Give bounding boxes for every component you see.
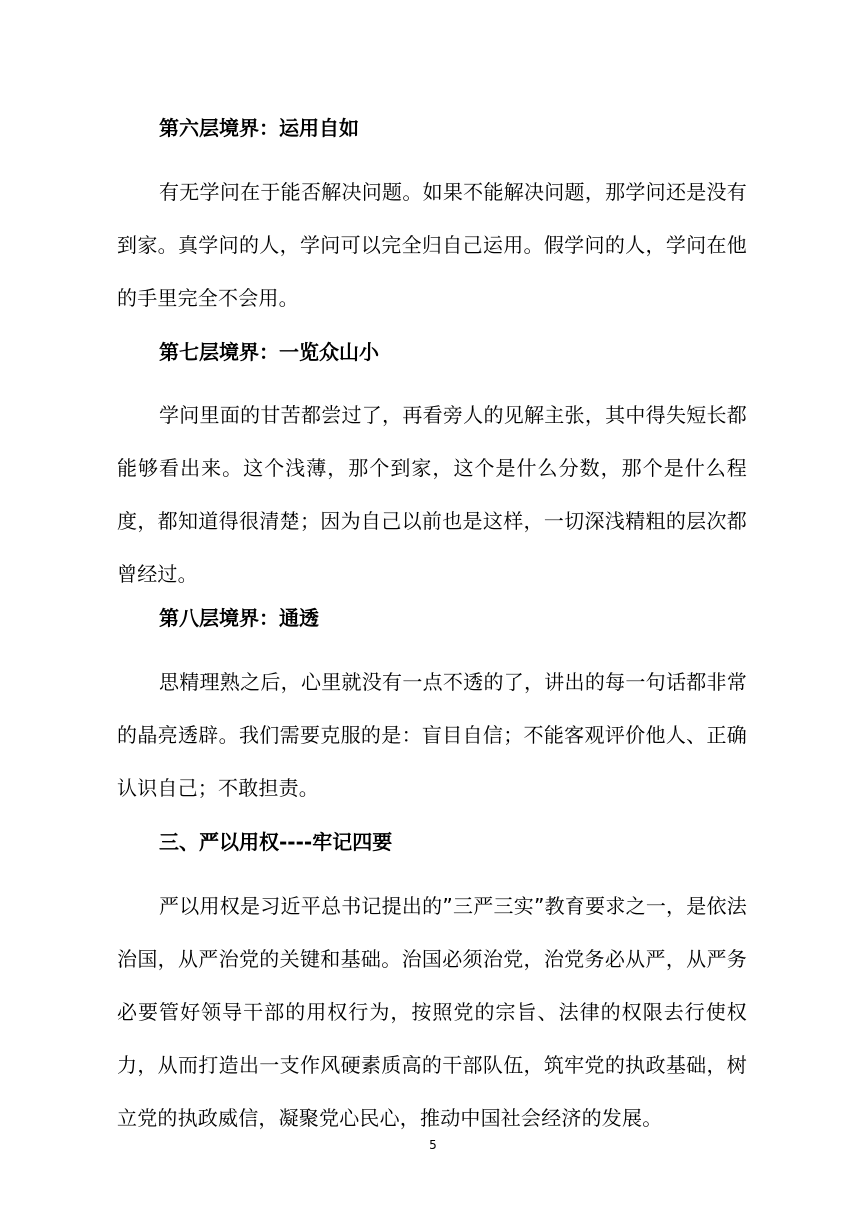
- section-paragraph-level-7: 学问里面的甘苦都尝过了，再看旁人的见解主张，其中得失短长都能够看出来。这个浅薄，那个到家，这个是什么分数，那个是什么程度，都知道得很清楚；因为自己以前也是这样，一切深浅精粗的层次都曾经过。: [117, 403, 747, 586]
- section-paragraph-level-8: 思精理熟之后，心里就没有一点不透的了，讲出的每一句话都非常的晶亮透辟。我们需要克服的是：盲目自信；不能客观评价他人、正确认识自己；不敢担责。: [117, 670, 747, 800]
- section-heading-level-6: 第六层境界：运用自如: [159, 116, 359, 140]
- section-heading-level-7: 第七层境界：一览众山小: [159, 340, 379, 364]
- section-heading-strict-power: 三、严以用权----牢记四要: [159, 830, 393, 854]
- section-heading-level-8: 第八层境界：通透: [159, 606, 319, 630]
- section-paragraph-level-6: 有无学问在于能否解决问题。如果不能解决问题，那学问还是没有到家。真学问的人，学问可以完全归自己运用。假学问的人，学问在他的手里完全不会用。: [117, 180, 747, 310]
- section-paragraph-strict-power: 严以用权是习近平总书记提出的”三严三实”教育要求之一，是依法治国，从严治党的关键和基础。治国必须治党，治党务必从严，从严务必要管好领导干部的用权行为，按照党的宗旨、法律的权限去行使权力，从而打造出一支作风硬素质高的干部队伍，筑牢党的执政基础，树立党的执政威信，凝聚党心民心，推动中国社会经济的发展。: [117, 894, 747, 1130]
- page-number: 5: [429, 1138, 437, 1152]
